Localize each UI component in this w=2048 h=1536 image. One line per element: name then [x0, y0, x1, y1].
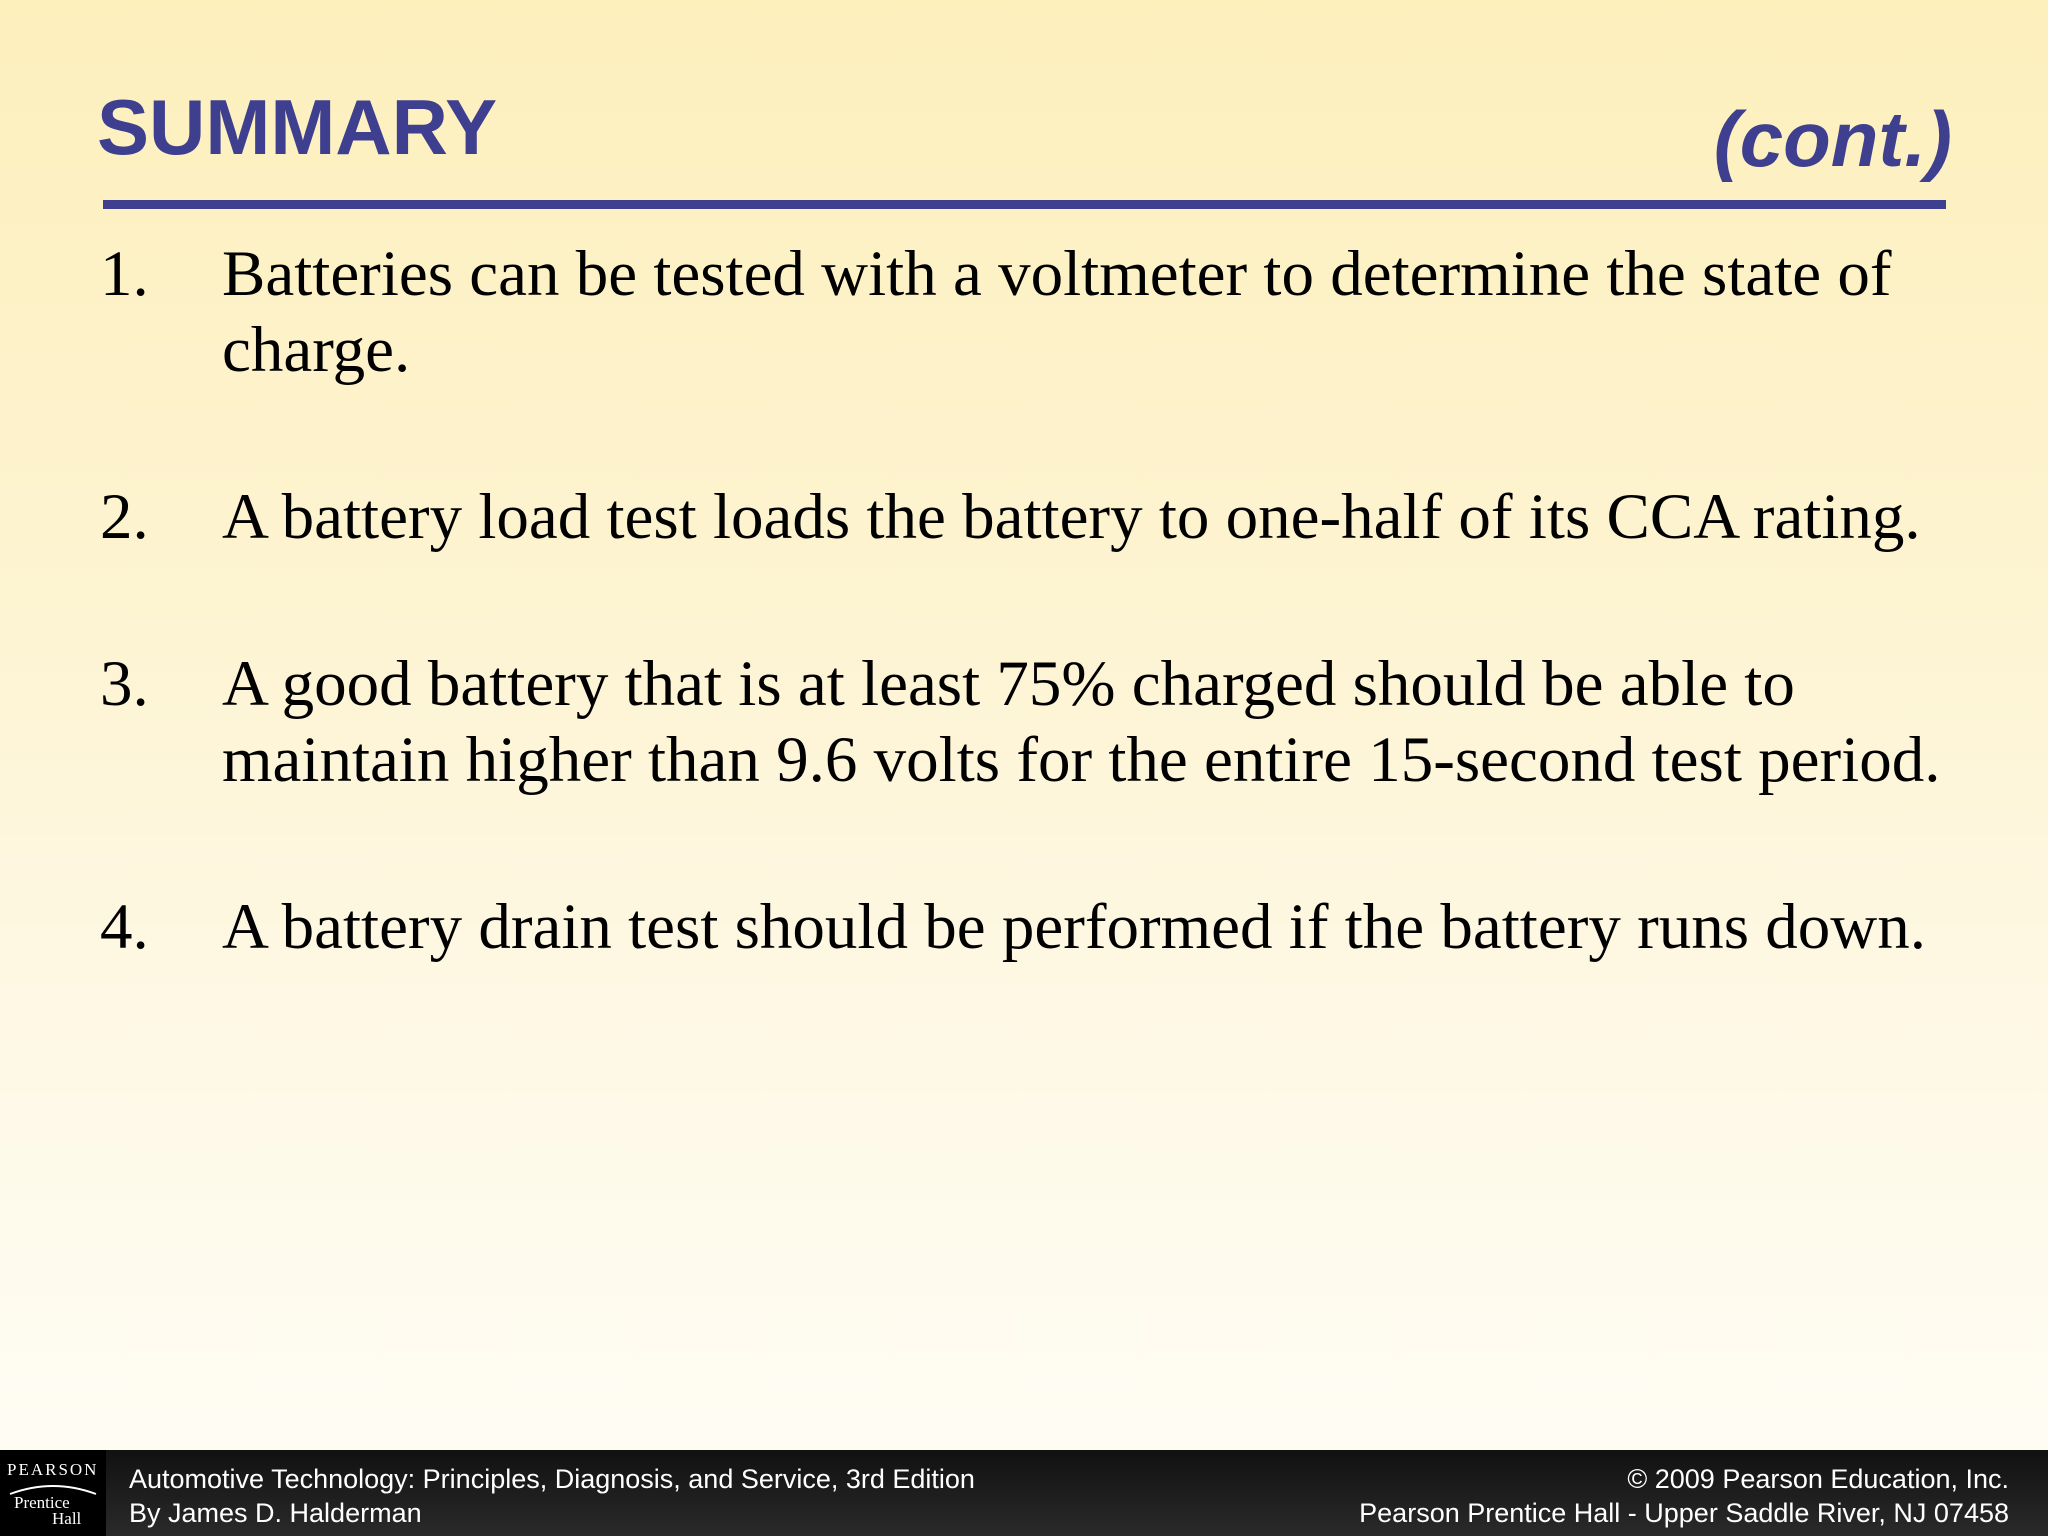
item-number: 3. — [100, 648, 149, 720]
logo-hall-text: Hall — [52, 1509, 82, 1528]
copyright-notice: © 2009 Pearson Education, Inc. — [1627, 1464, 2009, 1494]
pearson-prentice-hall-logo — [0, 1450, 106, 1536]
item-number: 4. — [100, 891, 149, 963]
footer-publisher-info — [1359, 1462, 2009, 1530]
slide-title: SUMMARY — [97, 83, 498, 171]
logo-prentice-text: Prentice — [14, 1493, 70, 1512]
title-divider — [103, 200, 1946, 209]
footer-book-info — [129, 1462, 975, 1530]
publisher-address: Pearson Prentice Hall - Upper Saddle River, NJ 07458 — [1359, 1498, 2009, 1528]
book-author: By James D. Halderman — [129, 1498, 422, 1528]
continued-label: (cont.) — [1713, 95, 1952, 183]
summary-item — [100, 236, 1950, 388]
footer-bar — [0, 1450, 2048, 1536]
summary-item — [100, 479, 1950, 555]
logo-pearson-text: PEARSON — [7, 1460, 99, 1479]
summary-item — [100, 646, 1950, 798]
item-number: 2. — [100, 481, 149, 553]
summary-list — [100, 236, 1950, 1056]
item-number: 1. — [100, 238, 149, 310]
item-text: A battery load test loads the battery to one-half of its CCA rating. — [222, 481, 1921, 553]
summary-item — [100, 889, 1950, 965]
item-text: Batteries can be tested with a voltmeter to determine the state of charge. — [222, 238, 1892, 386]
item-text: A battery drain test should be performed if the battery runs down. — [222, 891, 1926, 963]
book-title: Automotive Technology: Principles, Diagnosis, and Service, 3rd Edition — [129, 1464, 975, 1494]
item-text: A good battery that is at least 75% charged should be able to maintain higher than 9.6 volts for the entire 15-second test period. — [222, 648, 1941, 796]
